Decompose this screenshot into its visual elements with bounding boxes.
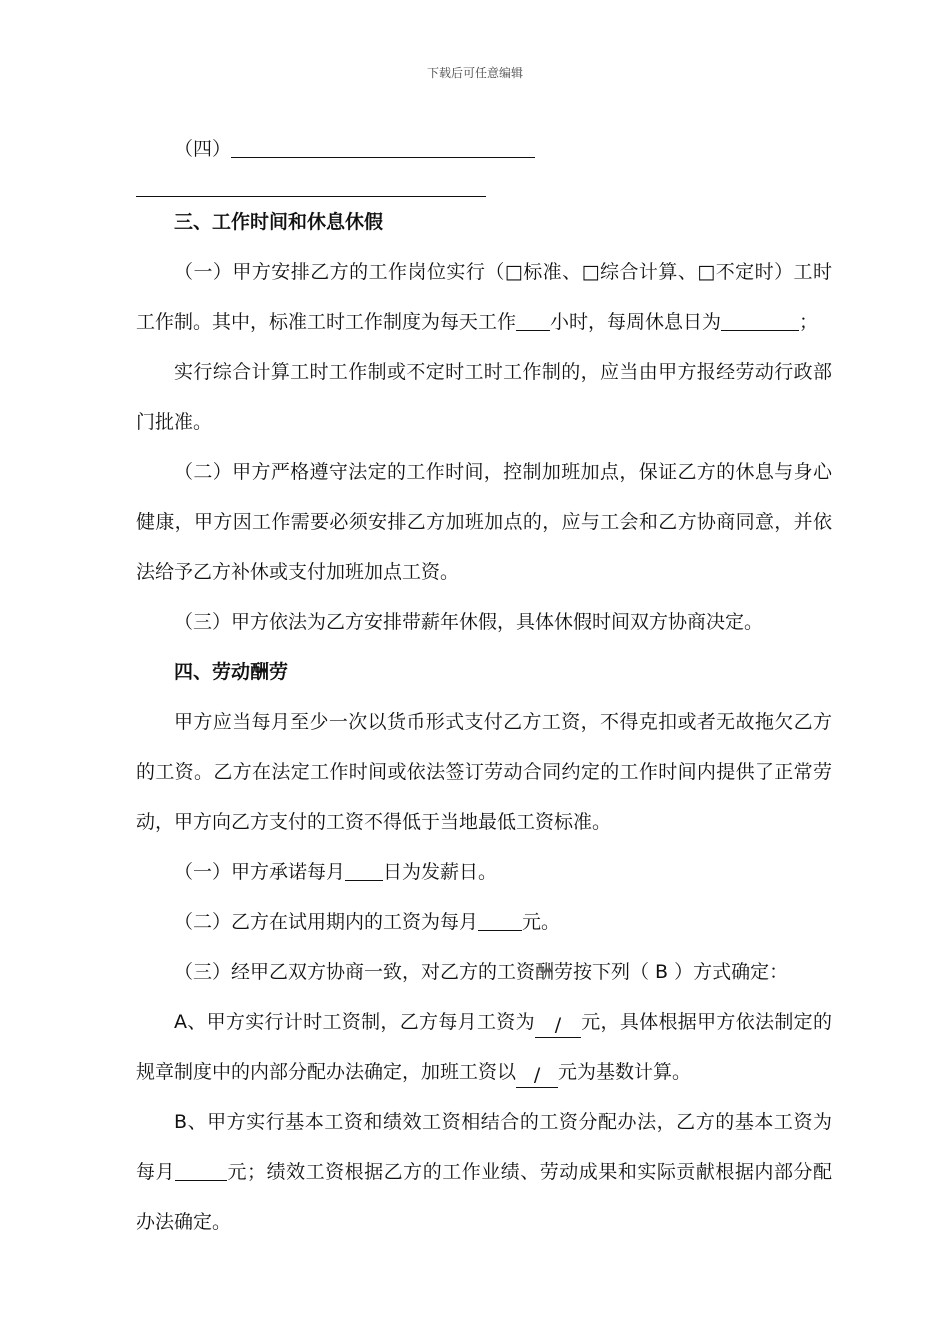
- section-4-para-6: [136, 1097, 832, 1247]
- section-4-para-3-text-a: （二）乙方在试用期内的工资为每月: [174, 911, 479, 933]
- section-3-para-1: [136, 247, 832, 347]
- section-4-para-5-text-b: 元，具体根据甲方依法制定的规章制度中的内部分配办法确定，加班工资以: [136, 1011, 832, 1083]
- section-4-para-3-text-b: 元。: [522, 911, 561, 933]
- section-3-para-1-text-a: （一）甲方安排乙方的工作岗位实行（□标准、□综合计算、□不定时）工时工作制。其中，标准工时工作制度为每天工作: [136, 261, 832, 333]
- section-4-para-2-text-b: 日为发薪日。: [383, 861, 498, 883]
- monthly-wage-blank: /: [535, 1013, 581, 1038]
- section-3-para-3: （二）甲方严格遵守法定的工作时间，控制加班加点，保证乙方的休息与身心健康，甲方因工作需要必须安排乙方加班加点的，应与工会和乙方协商同意，并依法给予乙方补休或支付加班加点工资。: [136, 461, 832, 583]
- section-4-para-5: [136, 997, 832, 1097]
- payday-blank: [345, 856, 383, 881]
- probation-wage-blank: [478, 906, 522, 931]
- hours-per-day-blank: [516, 306, 550, 331]
- weekly-rest-day-blank: [721, 306, 799, 331]
- basic-wage-blank: [175, 1156, 227, 1181]
- section-3-para-1-text-b: 小时，每周休息日为: [550, 311, 722, 333]
- overtime-base-blank: /: [516, 1063, 558, 1088]
- section-3-para-4: （三）甲方依法为乙方安排带薪年休假，具体休假时间双方协商决定。: [174, 611, 764, 633]
- section-4-title: 四、劳动酬劳: [174, 661, 289, 683]
- page-header: 下载后可任意编辑: [426, 66, 523, 80]
- item-four-blank: [231, 133, 535, 158]
- document-body: [136, 124, 832, 1247]
- section-4-para-2: [136, 847, 832, 897]
- item-four-label: （四）: [174, 138, 232, 160]
- section-3-para-2: 实行综合计算工时工作制或不定时工时工作制的，应当由甲方报经劳动行政部门批准。: [136, 361, 832, 433]
- section-4-para-2-text-a: （一）甲方承诺每月: [174, 861, 346, 883]
- section-4-para-4: （三）经甲乙双方协商一致，对乙方的工资酬劳按下列（ B ）方式确定：: [174, 961, 789, 983]
- section-4-para-6-text-b: 元；绩效工资根据乙方的工作业绩、劳动成果和实际贡献根据内部分配办法确定。: [136, 1161, 832, 1233]
- section-4-para-5-text-a: A、甲方实行计时工资制，乙方每月工资为: [174, 1011, 535, 1033]
- item-four: [136, 124, 832, 174]
- section-4-para-3: [136, 897, 832, 947]
- section-3-title: 三、工作时间和休息休假: [174, 211, 384, 233]
- section-4-para-5-text-c: 元为基数计算。: [558, 1061, 692, 1083]
- section-4-para-6-text-a: B、甲方实行基本工资和绩效工资相结合的工资分配办法，乙方的基本工资为每月: [136, 1111, 832, 1183]
- section-3-para-1-text-c: ；: [799, 311, 819, 333]
- section-4-para-1: 甲方应当每月至少一次以货币形式支付乙方工资，不得克扣或者无故拖欠乙方的工资。乙方在法定工作时间或依法签订劳动合同约定的工作时间内提供了正常劳动，甲方向乙方支付的工资不得低于当地最低工资标准。: [136, 711, 832, 833]
